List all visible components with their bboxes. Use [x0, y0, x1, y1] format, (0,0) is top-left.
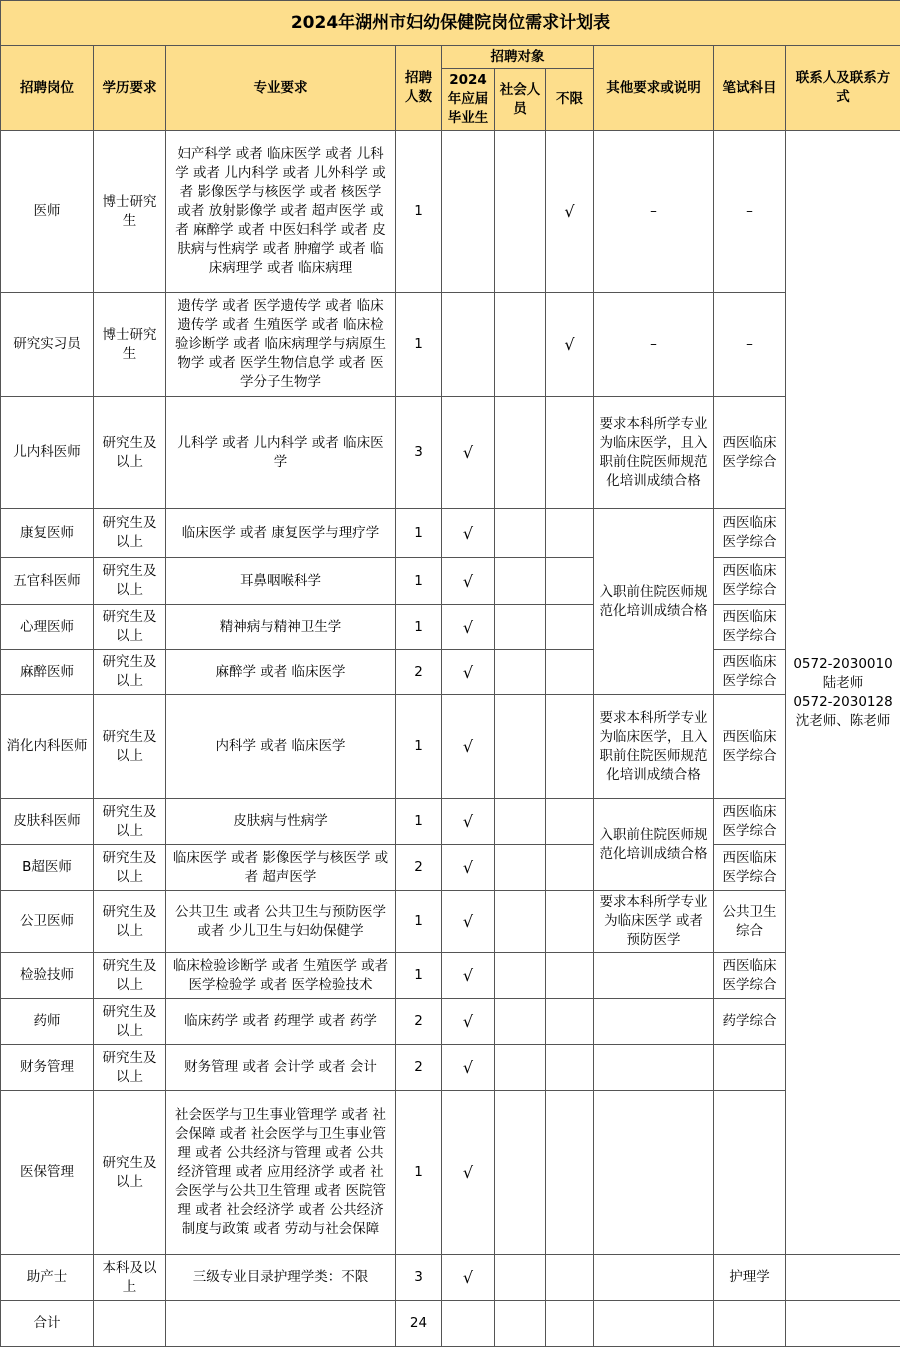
cell-other [594, 999, 714, 1045]
cell-other-merged: 入职前住院医师规范化培训成绩合格 [594, 799, 714, 891]
cell-position: 药师 [1, 999, 94, 1045]
cell-count: 1 [396, 293, 442, 397]
cell-position: 研究实习员 [1, 293, 94, 397]
cell-count: 1 [396, 605, 442, 650]
cell-position: 五官科医师 [1, 558, 94, 605]
cell-position: B超医师 [1, 845, 94, 891]
cell-position: 消化内科医师 [1, 695, 94, 799]
cell-exam: 公共卫生综合 [714, 891, 786, 953]
cell-exam: 西医临床医学综合 [714, 695, 786, 799]
table-row [1, 293, 900, 397]
cell-social [495, 293, 546, 397]
header-other: 其他要求或说明 [594, 46, 714, 131]
contact-person-1: 陆老师 [822, 674, 864, 691]
header-count: 招聘人数 [396, 46, 442, 131]
cell-major: 精神病与精神卫生学 [166, 605, 396, 650]
cell-any [546, 799, 594, 845]
cell-any [546, 999, 594, 1045]
cell-education: 研究生及以上 [94, 953, 166, 999]
cell-major: 麻醉学 或者 临床医学 [166, 650, 396, 695]
table-row [1, 953, 900, 999]
cell-exam: 护理学 [714, 1255, 786, 1301]
cell-major: 妇产科学 或者 临床医学 或者 儿科学 或者 儿内科学 或者 儿外科学 或者 影像医学与核医学 或者 核医学 或者 放射影像学 或者 超声医学 或者 麻醉学 或者 中医妇科学 或者 皮肤病与性病学 或者 肿瘤学 或者 临床病理学 或者 临床病理 [166, 131, 396, 293]
cell-exam: 西医临床医学综合 [714, 650, 786, 695]
cell-major: 临床药学 或者 药理学 或者 药学 [166, 999, 396, 1045]
cell-any [546, 695, 594, 799]
cell-grad-tick: √ [442, 845, 495, 891]
cell-education: 研究生及以上 [94, 1091, 166, 1255]
cell-any [546, 509, 594, 558]
cell-major: 临床医学 或者 康复医学与理疗学 [166, 509, 396, 558]
cell-exam: 药学综合 [714, 999, 786, 1045]
header-contact: 联系人及联系方式 [786, 46, 900, 131]
cell-major: 社会医学与卫生事业管理学 或者 社会保障 或者 社会医学与卫生事业管理 或者 公共经济与管理 或者 公共经济管理 或者 应用经济学 或者 社会医学与公共卫生管理 或者 医院管理 或者 社会经济学 或者 公共经济制度与政策 或者 劳动与社会保障 [166, 1091, 396, 1255]
cell-grad-tick: √ [442, 650, 495, 695]
cell-any [546, 891, 594, 953]
cell-count: 1 [396, 799, 442, 845]
cell-social [495, 845, 546, 891]
header-position: 招聘岗位 [1, 46, 94, 131]
total-label: 合计 [1, 1301, 94, 1347]
contact-phone-2: 0572-2030128 [793, 693, 893, 710]
cell-social [495, 695, 546, 799]
cell-major: 三级专业目录护理学类：不限 [166, 1255, 396, 1301]
cell-grad-tick: √ [442, 891, 495, 953]
cell-count: 1 [396, 131, 442, 293]
cell-any [546, 605, 594, 650]
cell-count: 2 [396, 650, 442, 695]
cell-position: 财务管理 [1, 1045, 94, 1091]
cell-exam: 西医临床医学综合 [714, 799, 786, 845]
cell-count: 1 [396, 695, 442, 799]
cell-count: 1 [396, 891, 442, 953]
cell-exam: 西医临床医学综合 [714, 397, 786, 509]
cell-exam [714, 1091, 786, 1255]
cell-exam [714, 1045, 786, 1091]
table-row [1, 845, 900, 891]
cell-position: 检验技师 [1, 953, 94, 999]
cell-exam: 西医临床医学综合 [714, 845, 786, 891]
table-row [1, 605, 900, 650]
cell-position: 皮肤科医师 [1, 799, 94, 845]
cell-education: 研究生及以上 [94, 891, 166, 953]
cell-grad-tick: √ [442, 799, 495, 845]
cell-social [495, 999, 546, 1045]
cell-other [594, 1045, 714, 1091]
cell-position: 公卫医师 [1, 891, 94, 953]
header-exam: 笔试科目 [714, 46, 786, 131]
cell-count: 2 [396, 999, 442, 1045]
cell-social [495, 397, 546, 509]
cell-education: 博士研究生 [94, 131, 166, 293]
cell-major: 耳鼻咽喉科学 [166, 558, 396, 605]
cell-social [495, 1045, 546, 1091]
table-row [1, 397, 900, 509]
cell-position: 医保管理 [1, 1091, 94, 1255]
cell-any [546, 1045, 594, 1091]
cell-grad-tick: √ [442, 1045, 495, 1091]
header-target-social: 社会人员 [495, 69, 546, 131]
cell-major: 财务管理 或者 会计学 或者 会计 [166, 1045, 396, 1091]
cell-count: 3 [396, 1255, 442, 1301]
cell-education: 研究生及以上 [94, 695, 166, 799]
table-row [1, 650, 900, 695]
cell-grad [442, 293, 495, 397]
cell-other: 要求本科所学专业为临床医学 或者 预防医学 [594, 891, 714, 953]
header-target: 招聘对象 [442, 46, 594, 69]
cell-education: 博士研究生 [94, 293, 166, 397]
total-row [1, 1301, 900, 1347]
cell-position: 医师 [1, 131, 94, 293]
cell-education: 研究生及以上 [94, 799, 166, 845]
cell-grad-tick: √ [442, 953, 495, 999]
cell-position: 助产士 [1, 1255, 94, 1301]
cell-any [546, 650, 594, 695]
cell-other: – [594, 131, 714, 293]
cell-other [594, 1091, 714, 1255]
cell-social [495, 1091, 546, 1255]
cell-social [495, 605, 546, 650]
cell-social [495, 131, 546, 293]
cell-position: 康复医师 [1, 509, 94, 558]
cell-education: 研究生及以上 [94, 509, 166, 558]
table-title: 2024年湖州市妇幼保健院岗位需求计划表 [1, 1, 900, 46]
cell-count: 1 [396, 509, 442, 558]
table-row [1, 999, 900, 1045]
cell-count: 3 [396, 397, 442, 509]
table-row [1, 891, 900, 953]
cell-any [546, 397, 594, 509]
cell-grad-tick: √ [442, 558, 495, 605]
header-education: 学历要求 [94, 46, 166, 131]
cell-exam: – [714, 293, 786, 397]
cell-education: 研究生及以上 [94, 1045, 166, 1091]
cell-other [594, 953, 714, 999]
cell-any [546, 845, 594, 891]
header-target-grad: 2024年应届毕业生 [442, 69, 495, 131]
table-row [1, 1045, 900, 1091]
cell-other [594, 1255, 714, 1301]
cell-any-tick: √ [546, 131, 594, 293]
cell-grad-tick: √ [442, 397, 495, 509]
cell-any [546, 953, 594, 999]
table-row [1, 695, 900, 799]
cell-major: 内科学 或者 临床医学 [166, 695, 396, 799]
cell-grad-tick: √ [442, 1255, 495, 1301]
cell-exam: 西医临床医学综合 [714, 558, 786, 605]
table-row [1, 1255, 900, 1301]
total-count: 24 [396, 1301, 442, 1347]
table-row [1, 131, 900, 293]
cell-grad-tick: √ [442, 695, 495, 799]
cell-other: 要求本科所学专业为临床医学，且入职前住院医师规范化培训成绩合格 [594, 695, 714, 799]
cell-any-tick: √ [546, 293, 594, 397]
cell-count: 2 [396, 845, 442, 891]
cell-social [495, 509, 546, 558]
table-row [1, 509, 900, 558]
table-row [1, 1091, 900, 1255]
cell-other-merged: 入职前住院医师规范化培训成绩合格 [594, 509, 714, 695]
table-row [1, 799, 900, 845]
cell-education: 研究生及以上 [94, 558, 166, 605]
cell-grad-tick: √ [442, 1091, 495, 1255]
cell-position: 心理医师 [1, 605, 94, 650]
cell-exam: 西医临床医学综合 [714, 605, 786, 650]
cell-exam: 西医临床医学综合 [714, 953, 786, 999]
header-target-any: 不限 [546, 69, 594, 131]
contact-person-2: 沈老师、陈老师 [795, 712, 891, 729]
cell-education: 本科及以上 [94, 1255, 166, 1301]
cell-social [495, 799, 546, 845]
table-row [1, 558, 900, 605]
cell-any [546, 1255, 594, 1301]
cell-position: 儿内科医师 [1, 397, 94, 509]
cell-major: 临床检验诊断学 或者 生殖医学 或者 医学检验学 或者 医学检验技术 [166, 953, 396, 999]
cell-major: 皮肤病与性病学 [166, 799, 396, 845]
cell-count: 2 [396, 1045, 442, 1091]
cell-education: 研究生及以上 [94, 605, 166, 650]
cell-education: 研究生及以上 [94, 650, 166, 695]
cell-social [495, 1255, 546, 1301]
cell-other: – [594, 293, 714, 397]
cell-social [495, 891, 546, 953]
cell-education: 研究生及以上 [94, 845, 166, 891]
cell-major: 儿科学 或者 儿内科学 或者 临床医学 [166, 397, 396, 509]
cell-exam: 西医临床医学综合 [714, 509, 786, 558]
cell-contact-empty [786, 1255, 900, 1301]
cell-any [546, 558, 594, 605]
cell-position: 麻醉医师 [1, 650, 94, 695]
cell-major: 临床医学 或者 影像医学与核医学 或者 超声医学 [166, 845, 396, 891]
cell-social [495, 953, 546, 999]
cell-major: 公共卫生 或者 公共卫生与预防医学 或者 少儿卫生与妇幼保健学 [166, 891, 396, 953]
cell-grad-tick: √ [442, 605, 495, 650]
cell-other: 要求本科所学专业为临床医学，且入职前住院医师规范化培训成绩合格 [594, 397, 714, 509]
cell-exam: – [714, 131, 786, 293]
cell-grad-tick: √ [442, 999, 495, 1045]
cell-count: 1 [396, 558, 442, 605]
cell-major: 遗传学 或者 医学遗传学 或者 临床遗传学 或者 生殖医学 或者 临床检验诊断学 或者 临床病理学与病原生物学 或者 医学生物信息学 或者 医学分子生物学 [166, 293, 396, 397]
cell-education: 研究生及以上 [94, 397, 166, 509]
header-major: 专业要求 [166, 46, 396, 131]
cell-any [546, 1091, 594, 1255]
cell-grad [442, 131, 495, 293]
cell-social [495, 650, 546, 695]
cell-social [495, 558, 546, 605]
cell-grad-tick: √ [442, 509, 495, 558]
cell-education: 研究生及以上 [94, 999, 166, 1045]
cell-count: 1 [396, 1091, 442, 1255]
contact-cell [786, 131, 900, 1255]
contact-phone-1: 0572-2030010 [793, 655, 893, 672]
cell-count: 1 [396, 953, 442, 999]
